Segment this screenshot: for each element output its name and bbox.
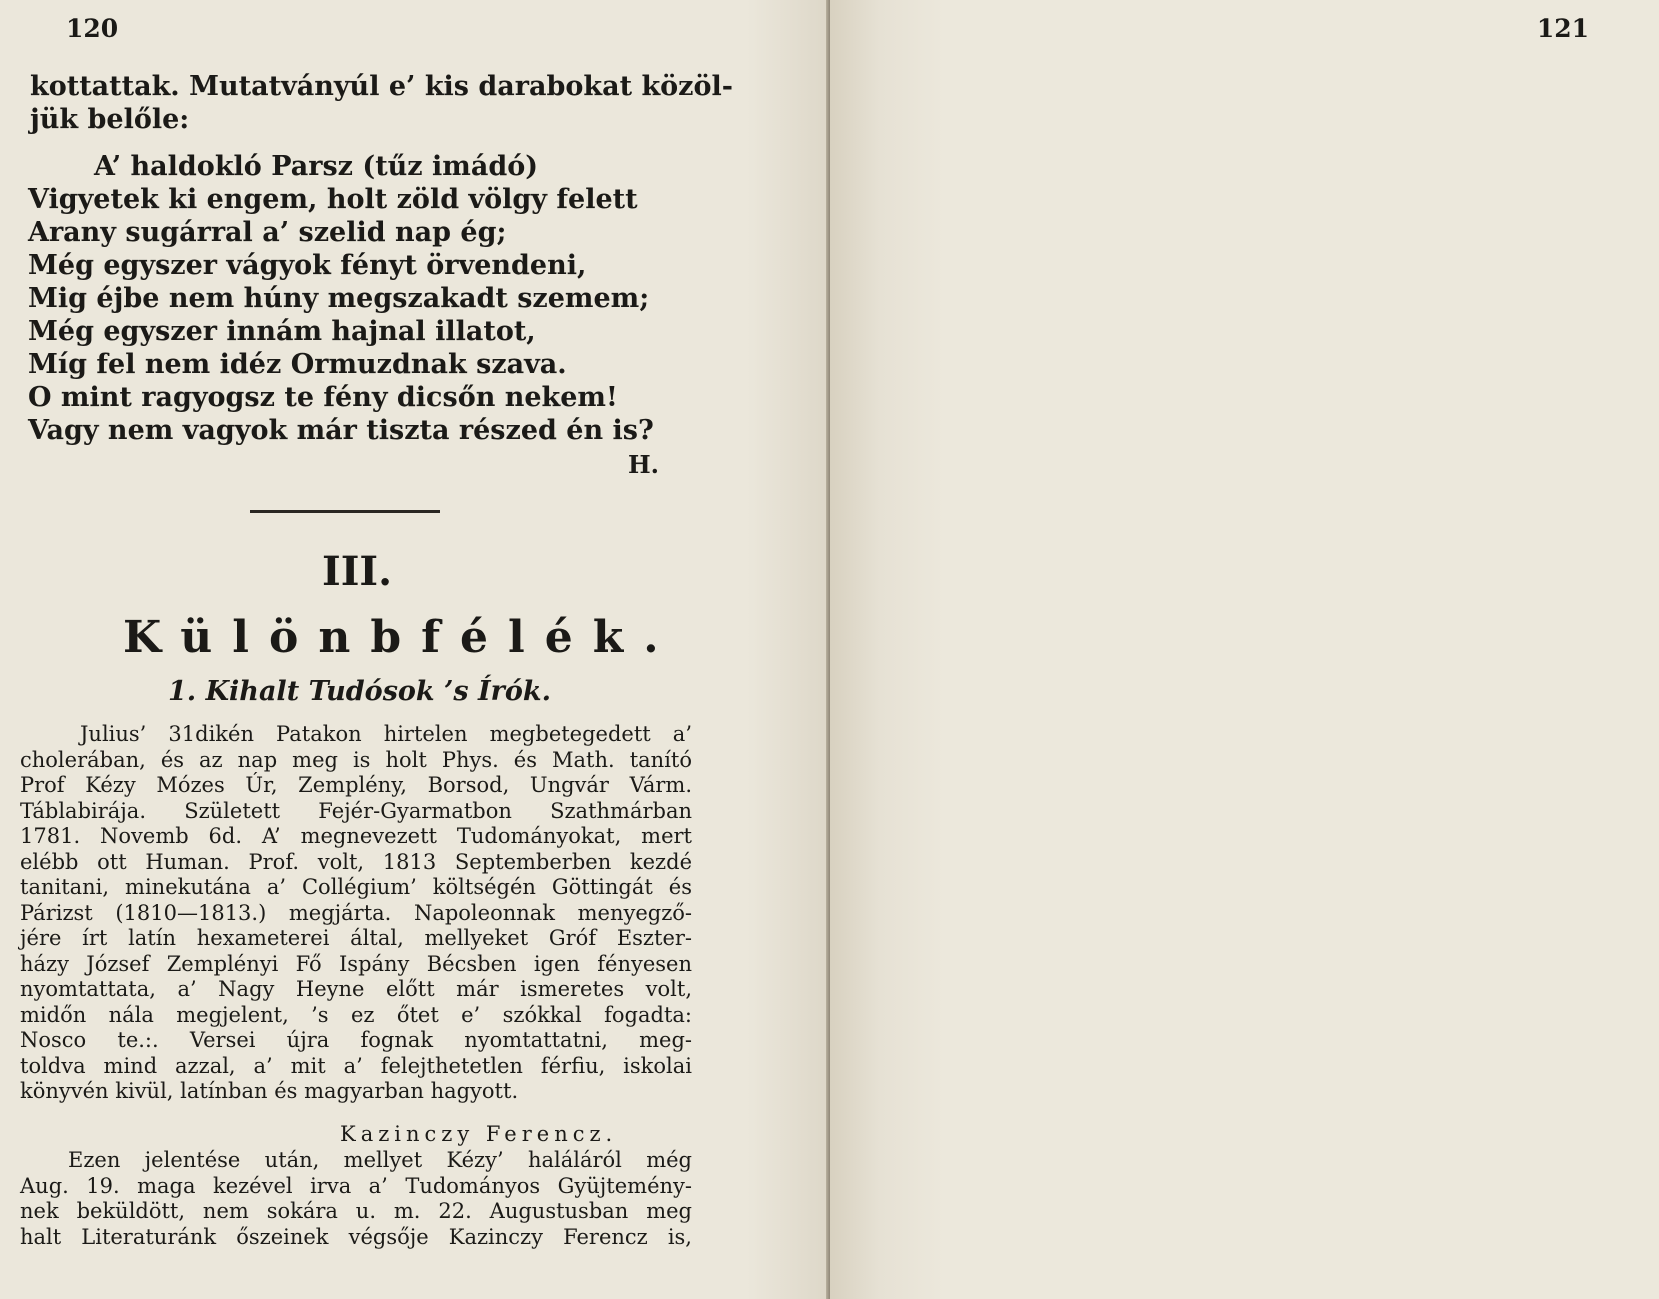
text-line: Párizst (1810—1813.) megjárta. Napoleonnak menyegző- xyxy=(20,900,692,925)
text-line: házy József Zemplényi Fő Ispány Bécsben igen fényesen xyxy=(20,951,692,976)
text-line: toldva mind azzal, a’ mit a’ felejthetetlen férfiu, iskolai xyxy=(20,1053,692,1078)
poem-line: O mint ragyogsz te fény dicsőn nekem! xyxy=(28,382,618,413)
text-line: Ezen jelentése után, mellyet Kézy’ haláláról még xyxy=(68,1148,692,1172)
page-number-right: 121 xyxy=(1536,14,1589,43)
poem-line: Mig éjbe nem húny megszakadt szemem; xyxy=(28,283,650,314)
text-line: Táblabirája. Született Fejér-Gyarmatbon Szathmárban xyxy=(20,798,692,823)
poem-line: Vigyetek ki engem, holt zöld völgy felett xyxy=(28,184,638,215)
text-line: jére írt latín hexameterei által, mellyeket Gróf Eszter- xyxy=(20,926,692,950)
text-line: könyvén kivül, latínban és magyarban hagyott. xyxy=(20,1079,519,1103)
text-line: halt Literaturánk őszeinek végsője Kazinczy Ferencz is, xyxy=(20,1224,692,1249)
poem-line: Arany sugárral a’ szelid nap ég; xyxy=(28,217,507,248)
poem-title: A’ haldokló Parsz (tűz imádó) xyxy=(94,151,539,182)
continuation-paragraph xyxy=(20,1148,692,1250)
lead-text xyxy=(30,70,733,136)
subsection-title: 1. Kihalt Tudósok ’s Írók. xyxy=(168,676,551,707)
text-line: cholerában, és az nap meg is holt Phys. és Math. tanító xyxy=(20,747,692,772)
text-line: Prof Kézy Mózes Úr, Zemplény, Borsod, Ungvár Várm. xyxy=(20,773,692,797)
author-signature: Kazinczy Ferencz. xyxy=(340,1122,618,1146)
text-line: nek beküldött, nem sokára u. m. 22. Augustusban meg xyxy=(20,1199,692,1223)
right-page xyxy=(830,0,1659,1299)
page-number-left: 120 xyxy=(66,14,119,43)
obituary-paragraph xyxy=(20,722,692,1105)
poem-line: Még egyszer vágyok fényt örvendeni, xyxy=(28,250,587,281)
section-divider xyxy=(250,510,440,513)
poem-signature: H. xyxy=(628,450,660,479)
poem-line: Vagy nem vagyok már tiszta részed én is? xyxy=(28,415,654,446)
poem xyxy=(28,150,678,447)
poem-line: Míg fel nem idéz Ormuzdnak szava. xyxy=(28,349,567,380)
text-line: elébb ott Human. Prof. volt, 1813 Septemberben kezdé xyxy=(20,849,692,874)
section-title: Különbfélék. xyxy=(123,612,679,663)
text-line: Julius’ 31dikén Patakon hirtelen megbetegedett a’ xyxy=(80,722,692,746)
lead-line: kottattak. Mutatványúl e’ kis darabokat közöl- xyxy=(30,71,733,102)
text-line: tanitani, minekutána a’ Collégium’ költségén Göttingát és xyxy=(20,875,692,899)
text-line: midőn nála megjelent, ’s ez őtet e’ szókkal fogadta: xyxy=(20,1002,692,1027)
text-line: Nosco te.:. Versei újra fognak nyomtattatni, meg- xyxy=(20,1028,692,1052)
poem-line: Még egyszer innám hajnal illatot, xyxy=(28,316,536,347)
section-number: III. xyxy=(322,548,393,595)
text-line: 1781. Novemb 6d. A’ megnevezett Tudományokat, mert xyxy=(20,824,692,848)
text-line: nyomtattata, a’ Nagy Heyne előtt már ismeretes volt, xyxy=(20,977,692,1001)
lead-line: jük belőle: xyxy=(30,104,190,135)
text-line: Aug. 19. maga kezével irva a’ Tudományos Gyüjtemény- xyxy=(20,1173,692,1198)
